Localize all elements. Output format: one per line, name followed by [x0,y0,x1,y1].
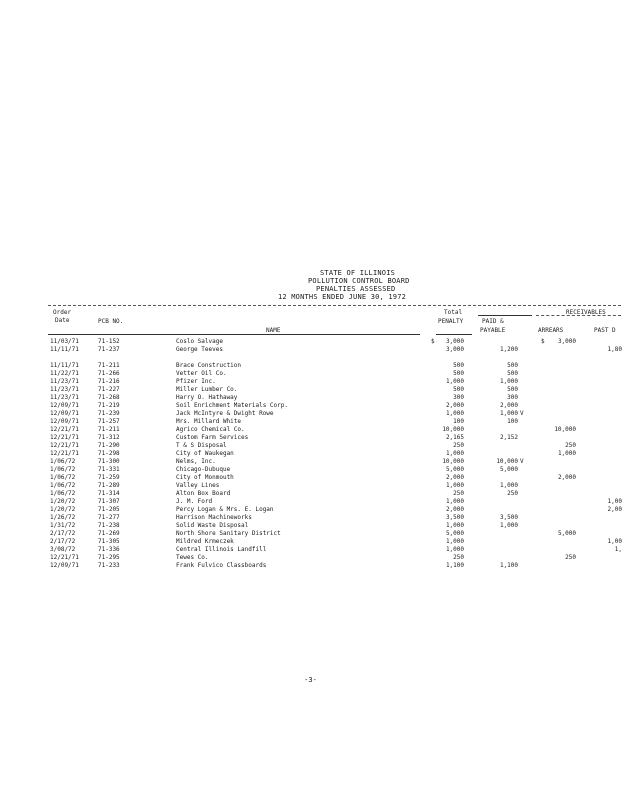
order-date: 12/09/71 [50,562,79,569]
party-name: Percy Logan & Mrs. E. Logan [176,506,274,513]
pcb-number: 71-227 [98,386,120,393]
table-row [0,466,621,474]
paid-payable: 500 [507,370,518,377]
order-date: 1/06/72 [50,490,76,497]
order-date: 11/11/71 [50,362,79,369]
table-row [0,434,621,442]
pcb-number: 71-257 [98,418,120,425]
check-mark: V [520,458,524,465]
table-row [0,522,621,530]
total-penalty: 1,000 [445,498,464,505]
header-board: POLLUTION CONTROL BOARD [308,277,410,285]
paid-payable: 3,500 [499,514,518,521]
paid-payable: 250 [507,490,518,497]
table-row [0,498,621,506]
pcb-number: 71-336 [98,546,120,553]
pcb-number: 71-237 [98,346,120,353]
party-name: J. M. Ford [176,498,213,505]
pcb-number: 71-307 [98,498,120,505]
party-name: North Shore Sanitary District [176,530,281,537]
party-name: Miller Lumber Co. [176,386,238,393]
table-row [0,538,621,546]
arrears-amount: 5,000 [557,530,576,537]
total-penalty: 500 [453,362,464,369]
total-penalty: 1,000 [445,410,464,417]
party-name: Custom Farm Services [176,434,249,441]
party-name: Mrs. Millard White [176,418,242,425]
pcb-number: 71-152 [98,338,120,345]
pcb-number: 71-305 [98,538,120,545]
table-row [0,426,621,434]
col-past-label: PAST D [594,327,616,334]
table-row [0,490,621,498]
paid-payable: 500 [507,362,518,369]
order-date: 12/21/71 [50,450,79,457]
paid-payable: 300 [507,394,518,401]
order-date: 1/06/72 [50,482,76,489]
table-row [0,346,621,354]
total-penalty: 10,000 [442,426,464,433]
order-date: 2/17/72 [50,538,76,545]
pcb-number: 71-312 [98,434,120,441]
party-name: Agrico Chemical Co. [176,426,245,433]
table-row [0,506,621,514]
total-penalty: 3,000 [445,346,464,353]
party-name: City of Waukegan [176,450,234,457]
paid-payable: 1,200 [499,346,518,353]
total-penalty: 10,000 [442,458,464,465]
paid-header-rule [478,315,532,316]
total-penalty: 500 [453,386,464,393]
top-rule [48,305,621,306]
order-date: 12/21/71 [50,426,79,433]
col-receivables-label: RECEIVABLES [566,309,606,316]
paid-payable: 1,000 [499,378,518,385]
penalty-table [0,338,621,570]
pcb-number: 71-331 [98,466,120,473]
total-penalty: 1,000 [445,522,464,529]
col-paid-label: PAID & [482,318,504,325]
table-row [0,378,621,386]
pcb-number: 71-298 [98,450,120,457]
table-row [0,530,621,538]
order-date: 12/21/71 [50,434,79,441]
order-date: 12/09/71 [50,418,79,425]
order-date: 11/03/71 [50,338,79,345]
pcb-number: 71-268 [98,394,120,401]
order-date: 12/09/71 [50,402,79,409]
arrears-dollar-sign: $ [541,338,545,345]
party-name: Jack McIntyre & Dwight Rowe [176,410,274,417]
arrears-amount: 3,000 [557,338,576,345]
order-date: 12/21/71 [50,442,79,449]
pcb-number: 71-295 [98,554,120,561]
party-name: Pfizer Inc. [176,378,216,385]
order-date: 3/08/72 [50,546,76,553]
order-date: 11/23/71 [50,394,79,401]
table-row [0,410,621,418]
col-order-label: Order [53,309,72,316]
col-date-label: Date [55,317,70,324]
paid-payable: 5,000 [499,466,518,473]
total-penalty: 2,165 [445,434,464,441]
table-row [0,458,621,466]
pcb-number: 71-238 [98,522,120,529]
past-due-amount: 2,00 [607,506,622,513]
pcb-number: 71-211 [98,362,120,369]
party-name: Brace Construction [176,362,242,369]
party-name: Frank Fulvico Classboards [176,562,267,569]
table-row [0,562,621,570]
party-name: Mildred Krmeczek [176,538,234,545]
paid-payable: 2,000 [499,402,518,409]
table-row [0,386,621,394]
paid-payable: 2,152 [499,434,518,441]
paid-payable: 10,000 [496,458,518,465]
name-header-rule [48,334,420,335]
total-penalty: 250 [453,490,464,497]
paid-payable: 1,000 [499,410,518,417]
table-row [0,474,621,482]
pcb-number: 71-211 [98,426,120,433]
table-row [0,338,621,346]
total-penalty: 1,000 [445,450,464,457]
total-penalty: 2,000 [445,506,464,513]
table-row [0,482,621,490]
party-name: City of Monmouth [176,474,234,481]
header-title: PENALTIES ASSESSED [316,285,396,293]
col-penalty-label: PENALTY [438,318,464,325]
total-penalty: 5,000 [445,466,464,473]
total-penalty: 250 [453,442,464,449]
col-total-label: Total [444,309,463,316]
penalty-header-rule [436,334,472,335]
paid-payable: 1,100 [499,562,518,569]
party-name: Harry O. Hathaway [176,394,238,401]
pcb-number: 71-289 [98,482,120,489]
arrears-amount: 250 [565,442,576,449]
past-due-amount: 1, [614,546,622,553]
table-row [0,418,621,426]
past-due-amount: 1,00 [607,538,622,545]
pcb-number: 71-277 [98,514,120,521]
table-row [0,402,621,410]
pcb-number: 71-269 [98,530,120,537]
party-name: Valley Lines [176,482,220,489]
total-penalty: 500 [453,370,464,377]
penalty-dollar-sign: $ [431,338,435,345]
total-penalty: 1,000 [445,482,464,489]
table-row [0,442,621,450]
pcb-number: 71-233 [98,562,120,569]
order-date: 1/06/72 [50,458,76,465]
order-date: 1/20/72 [50,498,76,505]
paid-payable: 100 [507,418,518,425]
party-name: T & S Disposal [176,442,227,449]
total-penalty: 100 [453,418,464,425]
page-number: -3- [304,676,317,684]
table-row [0,546,621,554]
order-date: 1/06/72 [50,474,76,481]
party-name: Vetter Oil Co. [176,370,227,377]
arrears-amount: 250 [565,554,576,561]
paid-payable: 1,000 [499,482,518,489]
party-name: Coslo Salvage [176,338,223,345]
order-date: 2/17/72 [50,530,76,537]
order-date: 11/22/71 [50,370,79,377]
table-row [0,362,621,370]
order-date: 1/20/72 [50,506,76,513]
table-row [0,514,621,522]
party-name: George Teeves [176,346,223,353]
total-penalty: 3,000 [445,338,464,345]
table-row [0,450,621,458]
arrears-amount: 10,000 [554,426,576,433]
party-name: Central Illinois Landfill [176,546,267,553]
pcb-number: 71-266 [98,370,120,377]
paid-payable: 500 [507,386,518,393]
total-penalty: 2,000 [445,474,464,481]
party-name: Soil Enrichment Materials Corp. [176,402,288,409]
table-row [0,394,621,402]
pcb-number: 71-205 [98,506,120,513]
table-row [0,354,621,362]
party-name: Harrison Machineworks [176,514,252,521]
total-penalty: 1,100 [445,562,464,569]
table-row [0,370,621,378]
table-row [0,554,621,562]
col-pcb-label: PCB NO. [98,318,124,325]
total-penalty: 1,000 [445,538,464,545]
pcb-number: 71-239 [98,410,120,417]
receivables-header-rule [536,315,621,316]
order-date: 11/23/71 [50,378,79,385]
pcb-number: 71-259 [98,474,120,481]
pcb-number: 71-290 [98,442,120,449]
order-date: 11/11/71 [50,346,79,353]
arrears-amount: 1,000 [557,450,576,457]
col-payable-label: PAYABLE [480,327,506,334]
order-date: 12/09/71 [50,410,79,417]
past-due-amount: 1,00 [607,498,622,505]
paid-payable: 1,000 [499,522,518,529]
order-date: 1/31/72 [50,522,76,529]
pcb-number: 71-314 [98,490,120,497]
pcb-number: 71-300 [98,458,120,465]
check-mark: V [520,410,524,417]
pcb-number: 71-219 [98,402,120,409]
header-state: STATE OF ILLINOIS [320,269,396,277]
party-name: Nelms, Inc. [176,458,216,465]
col-arrears-label: ARREARS [538,327,564,334]
col-name-label: NAME [266,327,281,334]
party-name: Solid Waste Disposal [176,522,249,529]
total-penalty: 5,000 [445,530,464,537]
header-period: 12 MONTHS ENDED JUNE 30, 1972 [278,293,407,301]
order-date: 1/26/72 [50,514,76,521]
total-penalty: 300 [453,394,464,401]
arrears-amount: 2,000 [557,474,576,481]
party-name: Alton Box Board [176,490,231,497]
party-name: Chicago-Dubuque [176,466,231,473]
total-penalty: 250 [453,554,464,561]
order-date: 11/23/71 [50,386,79,393]
total-penalty: 1,000 [445,378,464,385]
order-date: 12/21/71 [50,554,79,561]
past-due-amount: 1,80 [607,346,622,353]
total-penalty: 1,000 [445,546,464,553]
total-penalty: 2,000 [445,402,464,409]
order-date: 1/06/72 [50,466,76,473]
party-name: Tewes Co. [176,554,209,561]
total-penalty: 3,500 [445,514,464,521]
pcb-number: 71-216 [98,378,120,385]
